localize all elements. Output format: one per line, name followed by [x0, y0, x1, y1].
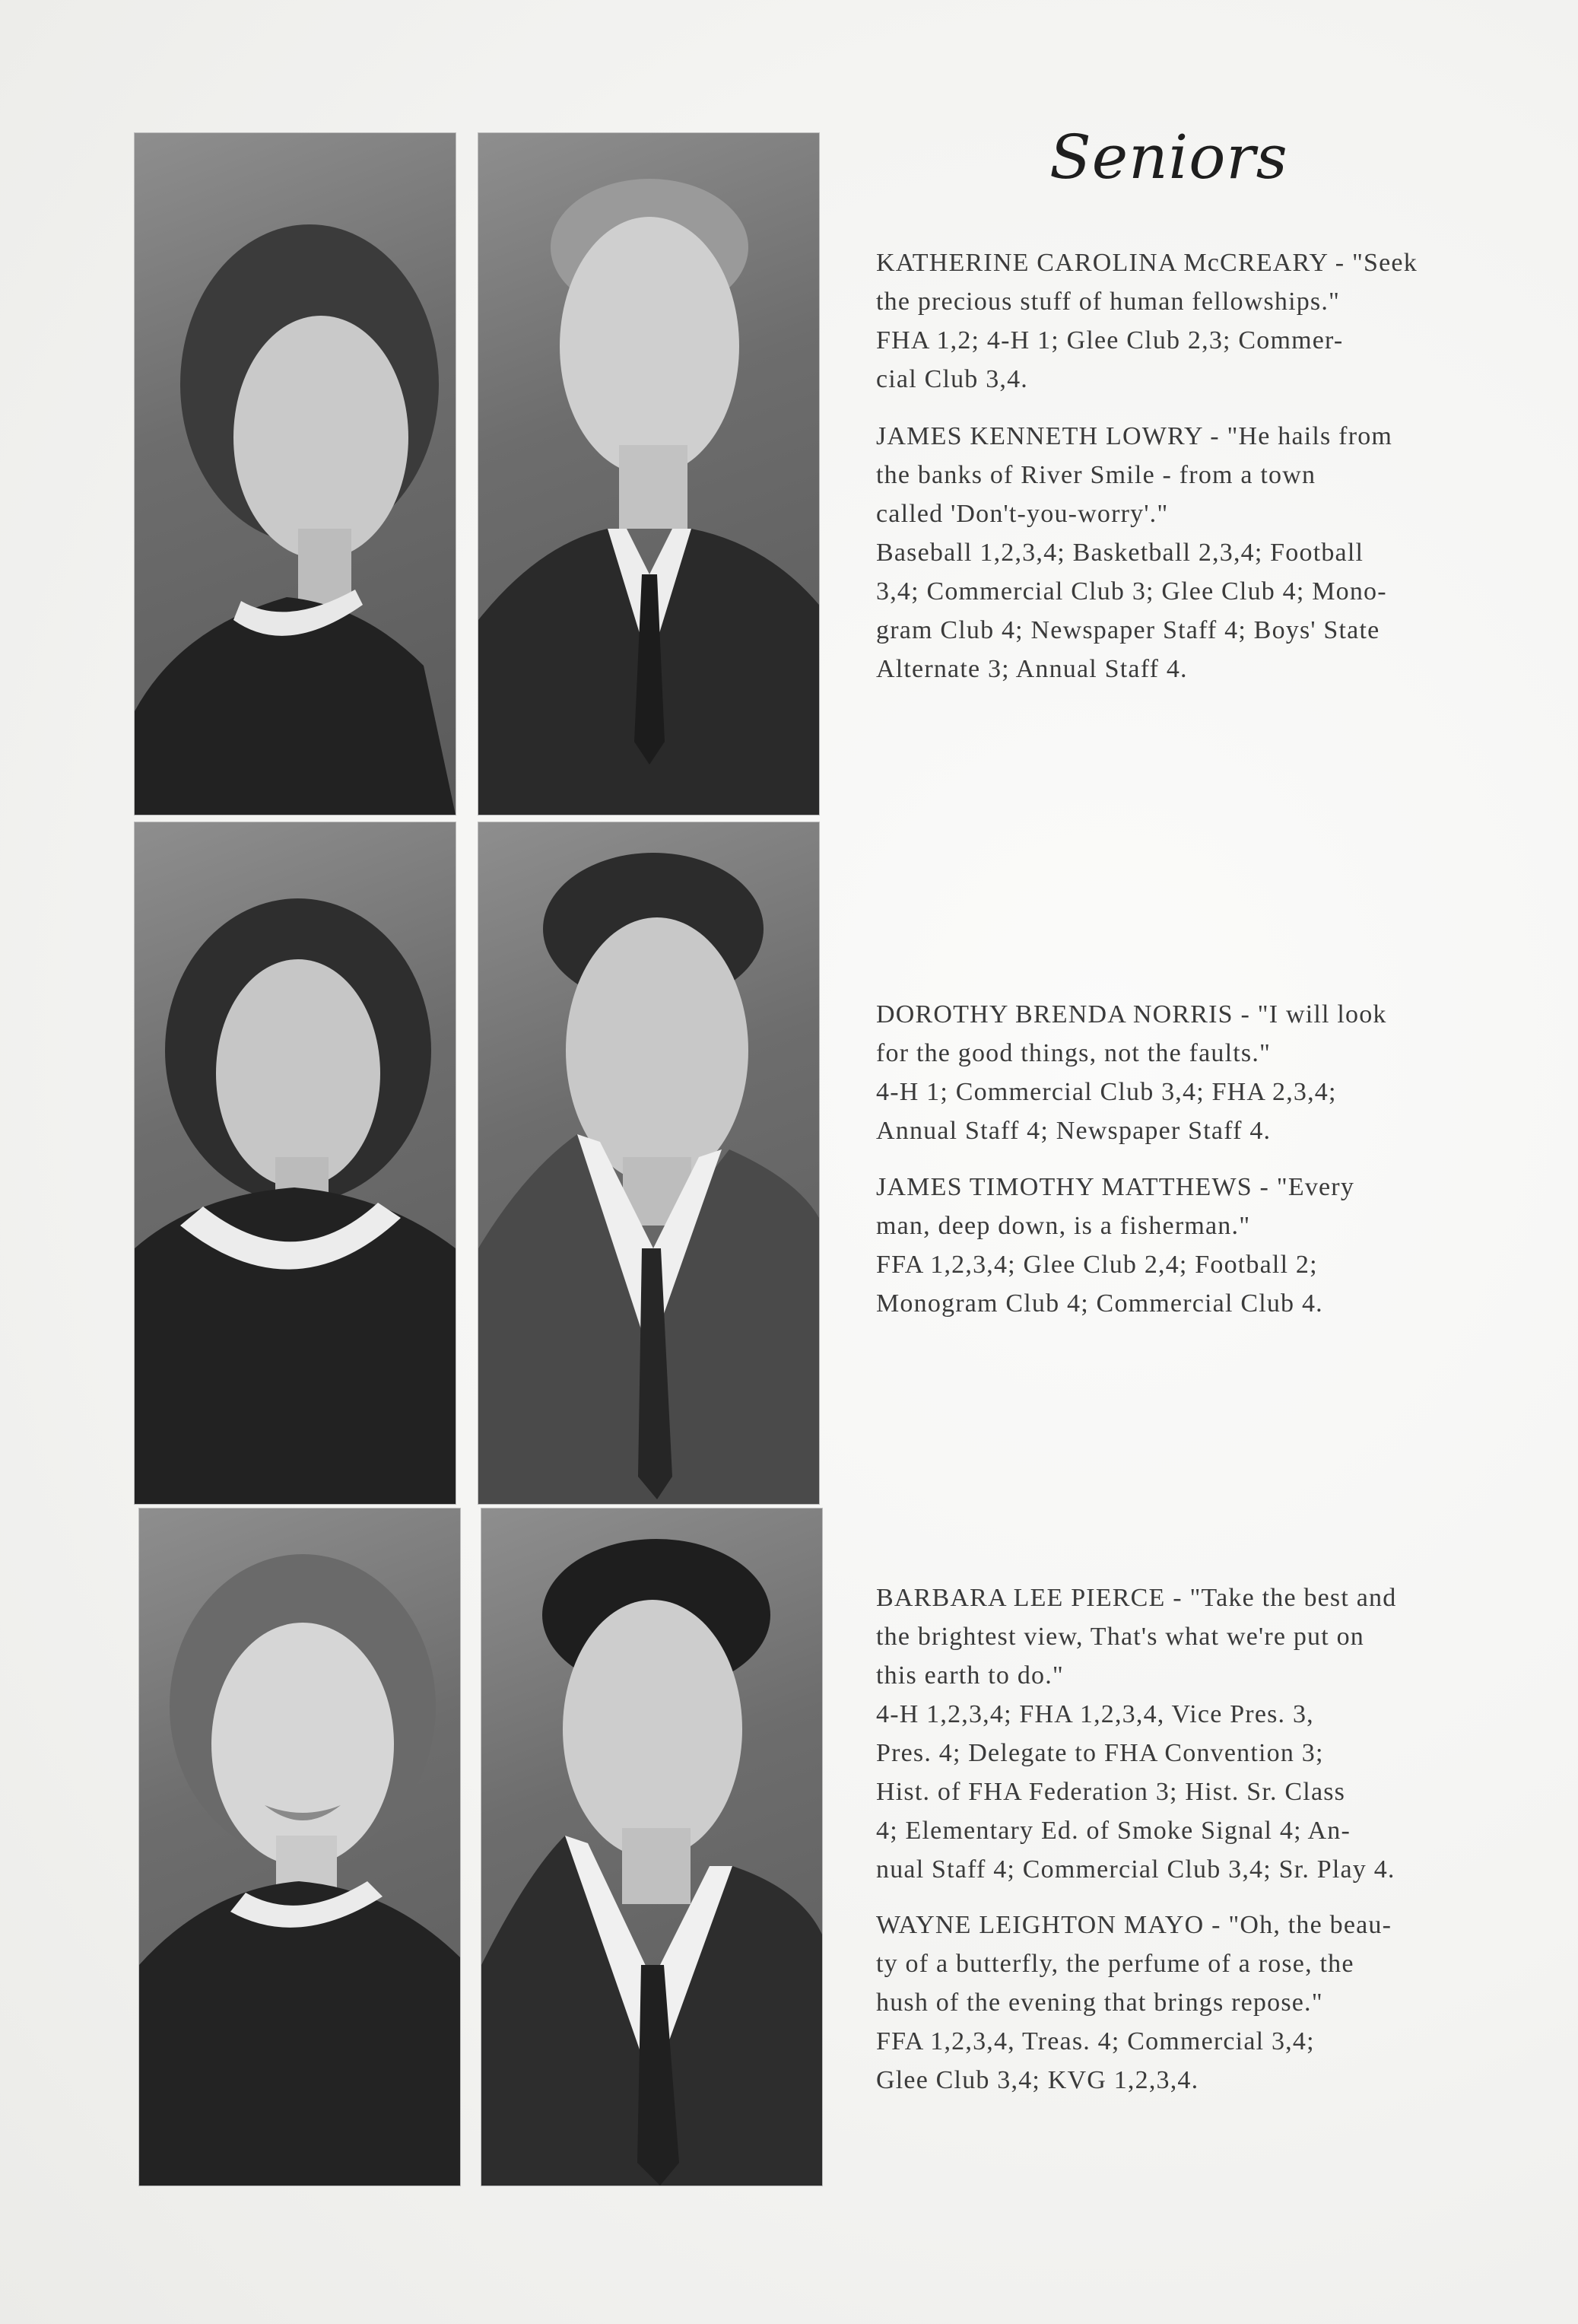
- entry-line: JAMES TIMOTHY MATTHEWS - "Every: [876, 1173, 1355, 1201]
- entry-line: 4-H 1; Commercial Club 3,4; FHA 2,3,4;: [876, 1078, 1337, 1106]
- entry-line: Baseball 1,2,3,4; Basketball 2,3,4; Football: [876, 539, 1364, 567]
- entry-line: nual Staff 4; Commercial Club 3,4; Sr. Play 4.: [876, 1855, 1395, 1884]
- entry-line: 4-H 1,2,3,4; FHA 1,2,3,4, Vice Pres. 3,: [876, 1700, 1314, 1728]
- entry-line: called 'Don't-you-worry'.": [876, 500, 1169, 528]
- entry-line: 3,4; Commercial Club 3; Glee Club 4; Mono-: [876, 577, 1387, 606]
- entry-line: the banks of River Smile - from a town: [876, 461, 1316, 489]
- portrait-katherine: [134, 132, 456, 815]
- portrait-james-timothy: [478, 822, 820, 1505]
- entry-line: JAMES KENNETH LOWRY - "He hails from: [876, 422, 1393, 450]
- entry-line: Alternate 3; Annual Staff 4.: [876, 655, 1188, 683]
- senior-entry-dorothy: [876, 995, 1507, 1150]
- entry-line: 4; Elementary Ed. of Smoke Signal 4; An-: [876, 1817, 1351, 1845]
- entry-line: DOROTHY BRENDA NORRIS - "I will look: [876, 1000, 1387, 1028]
- entry-line: Pres. 4; Delegate to FHA Convention 3;: [876, 1739, 1324, 1767]
- portrait-grid: [131, 131, 821, 2187]
- entry-line: FHA 1,2; 4-H 1; Glee Club 2,3; Commer-: [876, 326, 1344, 354]
- entry-line: Annual Staff 4; Newspaper Staff 4.: [876, 1117, 1272, 1145]
- entry-line: the brightest view, That's what we're put on: [876, 1623, 1364, 1651]
- entry-line: the precious stuff of human fellowships.": [876, 288, 1341, 316]
- entry-line: KATHERINE CAROLINA McCREARY - "Seek: [876, 249, 1418, 277]
- portrait-james-kenneth: [478, 132, 820, 815]
- entry-line: Hist. of FHA Federation 3; Hist. Sr. Class: [876, 1778, 1346, 1806]
- entry-line: man, deep down, is a fisherman.": [876, 1212, 1251, 1240]
- entry-line: ty of a butterfly, the perfume of a rose, the: [876, 1950, 1354, 1978]
- page-title: Seniors: [1049, 122, 1288, 192]
- portrait-dorothy: [134, 822, 456, 1505]
- entry-line: Glee Club 3,4; KVG 1,2,3,4.: [876, 2066, 1199, 2094]
- senior-entry-james-timothy: [876, 1168, 1507, 1323]
- senior-entry-barbara: [876, 1578, 1507, 1889]
- entry-line: FFA 1,2,3,4, Treas. 4; Commercial 3,4;: [876, 2027, 1315, 2055]
- entry-line: gram Club 4; Newspaper Staff 4; Boys' State: [876, 616, 1380, 644]
- portrait-wayne: [481, 1508, 823, 2186]
- senior-entry-james-kenneth: [876, 417, 1507, 688]
- entry-line: cial Club 3,4.: [876, 365, 1028, 393]
- entry-line: BARBARA LEE PIERCE - "Take the best and: [876, 1584, 1397, 1612]
- entry-line: this earth to do.": [876, 1661, 1064, 1690]
- entry-line: Monogram Club 4; Commercial Club 4.: [876, 1289, 1323, 1318]
- entry-line: FFA 1,2,3,4; Glee Club 2,4; Football 2;: [876, 1251, 1318, 1279]
- entry-line: hush of the evening that brings repose.": [876, 1989, 1323, 2017]
- senior-entry-katherine: [876, 243, 1507, 399]
- senior-entry-wayne: [876, 1906, 1507, 2100]
- portrait-barbara: [138, 1508, 461, 2186]
- entry-line: WAYNE LEIGHTON MAYO - "Oh, the beau-: [876, 1911, 1392, 1939]
- entry-line: for the good things, not the faults.": [876, 1039, 1272, 1067]
